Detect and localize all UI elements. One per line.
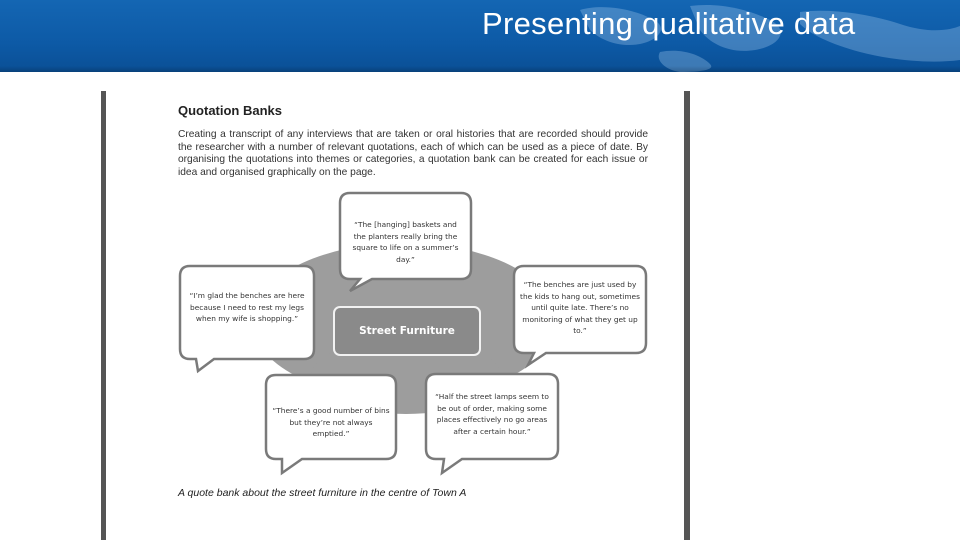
document-heading: Quotation Banks: [178, 103, 283, 118]
quote-text-5: “Half the street lamps seem to be out of order, making some places effectively no go areas after a certain hour.”: [435, 392, 549, 436]
quote-text-3: “The benches are just used by the kids to hang out, sometimes until quite late. There’s no monitoring of what they get up to.”: [520, 280, 640, 335]
center-label: Street Furniture: [359, 325, 455, 337]
slide-header: [0, 0, 960, 72]
quote-text-4: “There’s a good number of bins but they’re not always emptied.”: [272, 406, 390, 438]
document-page: [106, 91, 684, 540]
document-paragraph: Creating a transcript of any interviews that are taken or oral histories that are recorded should provide the researcher with a number of relevant quotations, each of which can be used as a piece of date. By organising the quotations into themes or categories, a quotation bank can be created for each issue or idea and organised graphically on the page.: [178, 129, 648, 178]
quote-text-2: “I’m glad the benches are here because I need to rest my legs when my wife is shopping.”: [189, 291, 305, 323]
document-right-border: [684, 91, 690, 540]
quote-text-1: “The [hanging] baskets and the planters really bring the square to life on a summer’s day.”: [352, 220, 459, 264]
slide-title: Presenting qualitative data: [482, 6, 856, 41]
diagram-caption: A quote bank about the street furniture in the centre of Town A: [178, 487, 467, 499]
